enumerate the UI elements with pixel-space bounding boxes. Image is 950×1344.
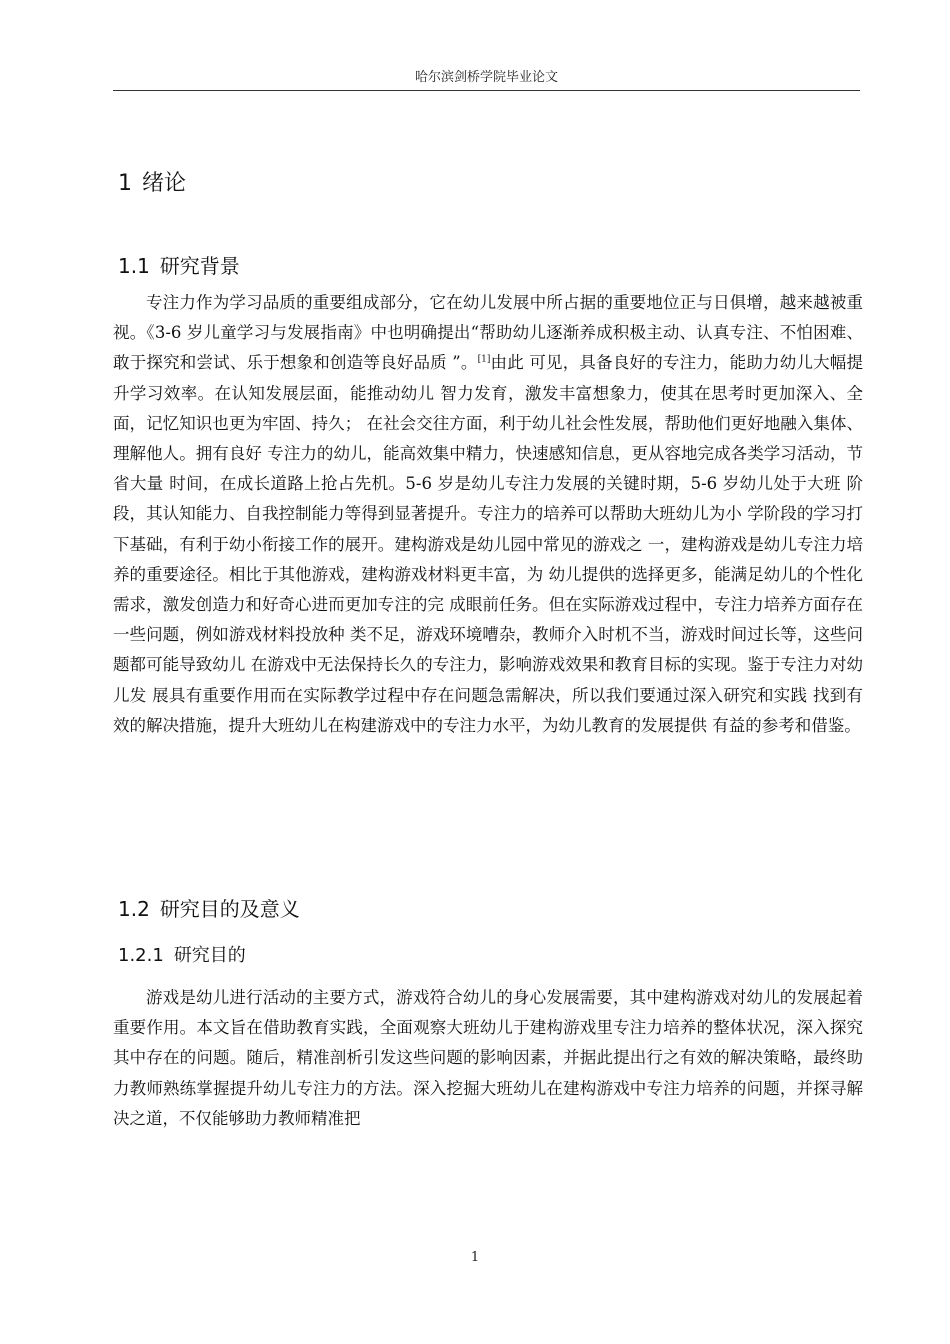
- section-heading-1-1: [118, 250, 240, 279]
- subsection-number: 1.2.1: [118, 945, 164, 966]
- paragraph-text: 专注力作为学习品质的重要组成部分，它在幼儿发展中所占据的重要地位正与日俱增，越来越被重视。《3-6 岁儿童学习与发展指南》中也明确提出“帮助幼儿逐渐养成积极主动、认真专注、不怕困难、敢于探究和尝试、乐于想象和创造等良好品质 ”。: [113, 293, 863, 373]
- page-number: 1: [470, 1250, 480, 1265]
- section-number: 1.2: [118, 897, 150, 921]
- running-header: 哈尔滨剑桥学院毕业论文: [414, 70, 558, 85]
- citation-marker: [1]: [477, 354, 491, 365]
- subsection-title: 研究目的: [173, 945, 246, 966]
- chapter-heading: [118, 166, 186, 197]
- section-heading-1-2: [118, 893, 300, 922]
- chapter-number: 1: [118, 171, 132, 196]
- section-number: 1.1: [118, 254, 150, 278]
- section-title: 研究背景: [159, 254, 240, 278]
- subsection-heading-1-2-1: [118, 941, 246, 967]
- paragraph-text-continued: 由此 可见，具备良好的专注力，能助力幼儿大幅提升学习效率。在认知发展层面，能推动幼儿 智力发育，激发丰富想象力，使其在思考时更加深入、全面，记忆知识也更为牢固、持久； 在社会交往方面，利于幼儿社会性发展，帮助他们更好地融入集体、理解他人。拥有良好 专注力的幼儿，能高效集中精力，快速感知信息，更从容地完成各类学习活动，节省大量 时间，在成长道路上抢占先机。5-6 岁是幼儿专注力发展的关键时期，5-6 岁幼儿处于大班 阶段，其认知能力、自我控制能力等得到显著提升。专注力的培养可以帮助大班幼儿为小 学阶段的学习打下基础，有利于幼小衔接工作的展开。建构游戏是幼儿园中常见的游戏之 一，建构游戏是幼儿专注力培养的重要途径。相比于其他游戏，建构游戏材料更丰富，为 幼儿提供的选择更多，能满足幼儿的个性化需求，激发创造力和好奇心进而更加专注的完 成眼前任务。但在实际游戏过程中，专注力培养方面存在一些问题，例如游戏材料投放种 类不足，游戏环境嘈杂，教师介入时机不当，游戏时间过长等，这些问题都可能导致幼儿 在游戏中无法保持长久的专注力，影响游戏效果和教育目标的实现。鉴于专注力对幼儿发 展具有重要作用而在实际教学过程中存在问题急需解决，所以我们要通过深入研究和实践 找到有效的解决措施，提升大班幼儿在构建游戏中的专注力水平，为幼儿教育的发展提供 有益的参考和借鉴。: [113, 353, 863, 735]
- chapter-title: 绪论: [142, 171, 187, 196]
- paragraph-research-background: [113, 288, 863, 741]
- paragraph-research-purpose: 游戏是幼儿进行活动的主要方式，游戏符合幼儿的身心发展需要，其中建构游戏对幼儿的发展起着重要作用。本文旨在借助教育实践，全面观察大班幼儿于建构游戏里专注力培养的整体状况，深入探究其中存在的问题。随后，精准剖析引发这些问题的影响因素，并据此提出行之有效的解决策略，最终助力教师熟练掌握提升幼儿专注力的方法。深入挖掘大班幼儿在建构游戏中专注力培养的问题，并探寻解决之道，不仅能够助力教师精准把: [113, 988, 863, 1128]
- header-rule: [113, 90, 860, 91]
- section-title: 研究目的及意义: [159, 897, 300, 921]
